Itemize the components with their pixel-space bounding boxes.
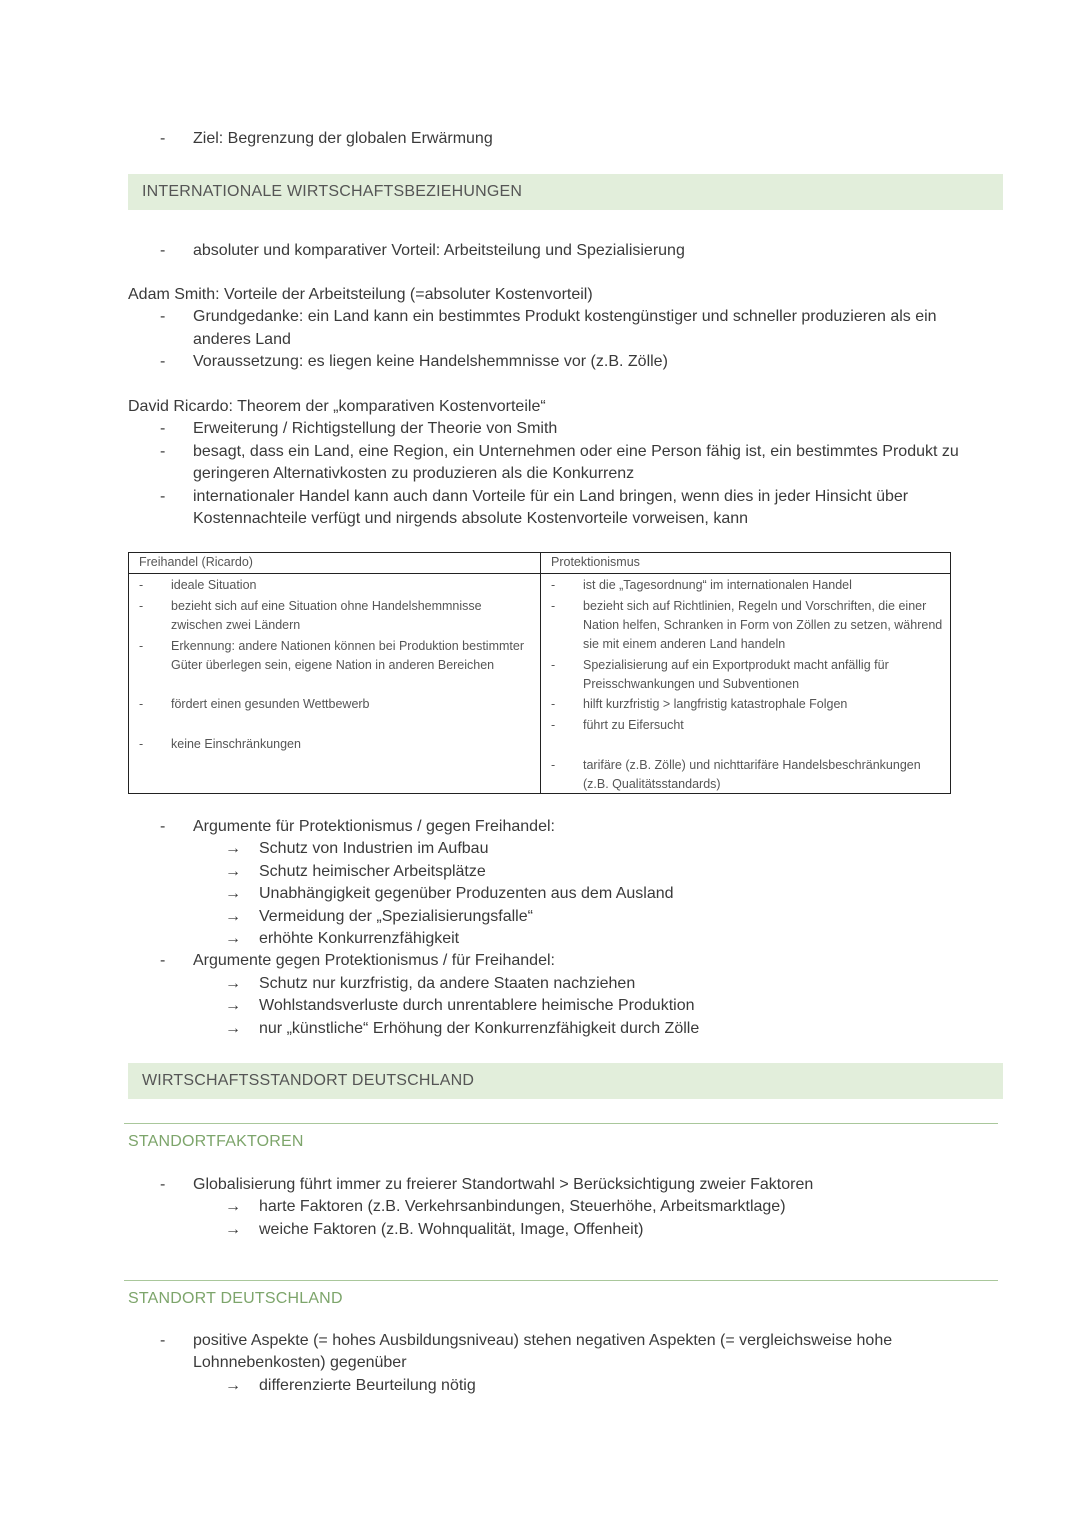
intro-list bbox=[128, 240, 968, 262]
smith-title: Adam Smith: Vorteile der Arbeitsteilung (=absoluter Kostenvorteil) bbox=[128, 286, 593, 303]
list-item bbox=[128, 1375, 968, 1397]
list-item bbox=[128, 1018, 968, 1040]
table-cell: - fördert einen gesunden Wettbewerb bbox=[129, 695, 534, 714]
list-item-text: Schutz heimischer Arbeitsplätze bbox=[259, 862, 486, 880]
list-item bbox=[128, 906, 968, 928]
arrow-icon: → bbox=[225, 1019, 241, 1037]
list-item: - absoluter und komparativer Vorteil: Arbeitsteilung und Spezialisierung bbox=[128, 240, 968, 262]
top-list bbox=[128, 128, 968, 150]
ricardo-title: David Ricardo: Theorem der „komparativen Kostenvorteile“ bbox=[128, 398, 546, 415]
list-item bbox=[128, 973, 968, 995]
list-item: - Grundgedanke: ein Land kann ein bestimmtes Produkt kostengünstiger und schneller produzieren als ein anderes Land bbox=[128, 306, 988, 351]
list-item: - Ziel: Begrenzung der globalen Erwärmung bbox=[128, 128, 968, 150]
arguments-contra-title: - Argumente gegen Protektionismus / für Freihandel: bbox=[128, 950, 968, 972]
table-cell: - führt zu Eifersucht bbox=[541, 716, 944, 735]
table-cell: - keine Einschränkungen bbox=[129, 735, 534, 754]
comparison-table bbox=[128, 552, 951, 794]
list-item: - Voraussetzung: es liegen keine Handelshemmnisse vor (z.B. Zölle) bbox=[128, 351, 988, 373]
standortfaktoren-list bbox=[128, 1174, 968, 1241]
list-item: - besagt, dass ein Land, eine Region, ein Unternehmen oder eine Person fähig ist, ein bestimmtes Produkt zu geringeren Alternativkosten zu produzieren als die Konkurrenz bbox=[128, 441, 988, 486]
list-item bbox=[128, 1196, 968, 1218]
list-item: - Erweiterung / Richtigstellung der Theorie von Smith bbox=[128, 418, 988, 440]
list-item-text: nur „künstliche“ Erhöhung der Konkurrenzfähigkeit durch Zölle bbox=[259, 1019, 700, 1037]
list-item bbox=[128, 928, 968, 950]
list-item bbox=[128, 883, 968, 905]
table-cell: - Erkennung: andere Nationen können bei Produktion bestimmter Güter überlegen sein, eigene Nation in anderen Bereichen bbox=[129, 637, 534, 675]
list-item bbox=[128, 995, 968, 1017]
list-item-text: Unabhängigkeit gegenüber Produzenten aus dem Ausland bbox=[259, 885, 674, 903]
list-item bbox=[128, 861, 968, 883]
arrow-icon: → bbox=[225, 1198, 241, 1216]
table-cell: - hilft kurzfristig > langfristig katastrophale Folgen bbox=[541, 695, 944, 714]
section-heading-international: INTERNATIONALE WIRTSCHAFTSBEZIEHUNGEN bbox=[128, 174, 1003, 210]
arguments-list bbox=[128, 816, 968, 1040]
list-item: - Globalisierung führt immer zu freierer Standortwahl > Berücksichtigung zweier Faktoren bbox=[128, 1174, 968, 1196]
arguments-pro-title: - Argumente für Protektionismus / gegen Freihandel: bbox=[128, 816, 968, 838]
arrow-icon: → bbox=[225, 930, 241, 948]
list-item-text: differenzierte Beurteilung nötig bbox=[259, 1376, 476, 1394]
section-heading-standort: WIRTSCHAFTSSTANDORT DEUTSCHLAND bbox=[128, 1063, 1003, 1099]
smith-block bbox=[128, 284, 988, 374]
list-item bbox=[128, 1219, 968, 1241]
standort-de-list bbox=[128, 1330, 968, 1397]
list-item-text: Schutz nur kurzfristig, da andere Staaten nachziehen bbox=[259, 974, 636, 992]
table-cell: - bezieht sich auf eine Situation ohne Handelshemmnisse zwischen zwei Ländern bbox=[129, 597, 534, 635]
list-item bbox=[128, 838, 968, 860]
table-header: Protektionismus bbox=[541, 553, 950, 574]
table-column-protektionismus bbox=[541, 553, 950, 793]
arrow-icon: → bbox=[225, 997, 241, 1015]
subheading-standort-deutschland: STANDORT DEUTSCHLAND bbox=[128, 1290, 343, 1307]
arrow-icon: → bbox=[225, 885, 241, 903]
list-item-text: harte Faktoren (z.B. Verkehrsanbindungen, Steuerhöhe, Arbeitsmarktlage) bbox=[259, 1198, 786, 1216]
table-cell: - bezieht sich auf Richtlinien, Regeln und Vorschriften, die einer Nation helfen, Schranken in Form von Zöllen zu setzen, während sie mit einem anderen Land handeln bbox=[541, 597, 944, 654]
list-item: - positive Aspekte (= hohes Ausbildungsniveau) stehen negativen Aspekten (= vergleichsweise hohe Lohnnebenkosten) gegenüber bbox=[128, 1330, 968, 1375]
table-cell: - ideale Situation bbox=[129, 576, 534, 595]
list-item-text: Schutz von Industrien im Aufbau bbox=[259, 840, 489, 858]
list-item-text: erhöhte Konkurrenzfähigkeit bbox=[259, 930, 460, 948]
arrow-icon: → bbox=[225, 840, 241, 858]
table-cell: - ist die „Tagesordnung“ im internationalen Handel bbox=[541, 576, 944, 595]
table-cell: - Spezialisierung auf ein Exportprodukt macht anfällig für Preisschwankungen und Subventionen bbox=[541, 656, 944, 694]
subheading-standortfaktoren: STANDORTFAKTOREN bbox=[128, 1133, 304, 1150]
divider bbox=[124, 1123, 998, 1124]
list-item-text: Wohlstandsverluste durch unrentablere heimische Produktion bbox=[259, 997, 695, 1015]
arrow-icon: → bbox=[225, 862, 241, 880]
arrow-icon: → bbox=[225, 907, 241, 925]
table-cell: - tarifäre (z.B. Zölle) und nichttarifäre Handelsbeschränkungen (z.B. Qualitätsstandards) bbox=[541, 756, 944, 794]
ricardo-block bbox=[128, 396, 988, 530]
table-header: Freihandel (Ricardo) bbox=[129, 553, 540, 574]
arrow-icon: → bbox=[225, 1220, 241, 1238]
list-item: - internationaler Handel kann auch dann Vorteile für ein Land bringen, wenn dies in jeder Hinsicht über Kostennachteile verfügt und nirgends absolute Kostenvorteile vorweisen, kann bbox=[128, 486, 988, 531]
divider bbox=[124, 1280, 998, 1281]
arrow-icon: → bbox=[225, 974, 241, 992]
list-item-text: weiche Faktoren (z.B. Wohnqualität, Image, Offenheit) bbox=[259, 1220, 644, 1238]
arrow-icon: → bbox=[225, 1376, 241, 1394]
list-item-text: Vermeidung der „Spezialisierungsfalle“ bbox=[259, 907, 533, 925]
table-column-freihandel bbox=[129, 553, 541, 793]
